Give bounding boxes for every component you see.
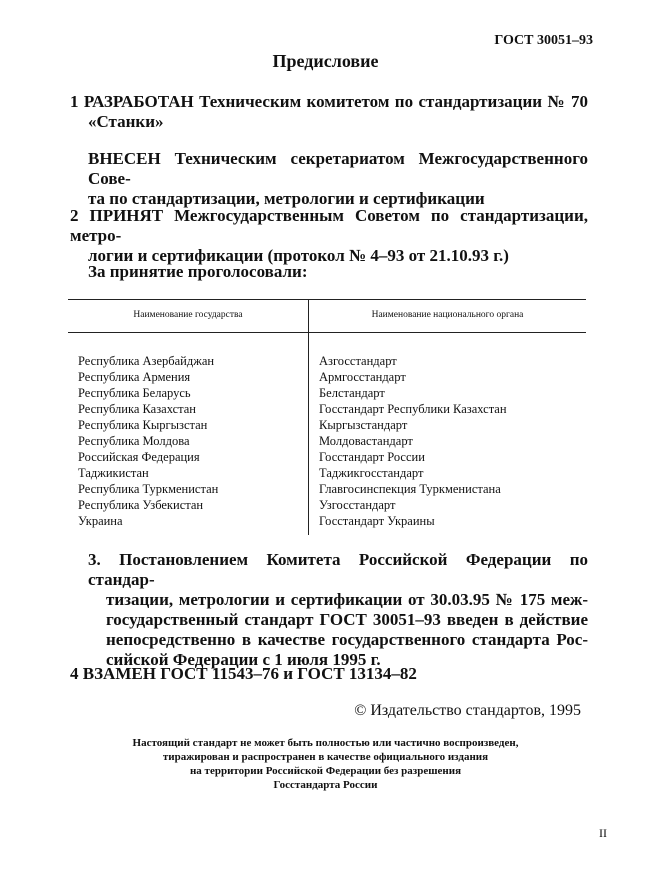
national-body: Азгосстандарт bbox=[319, 354, 397, 368]
state-name: Российская Федерация bbox=[68, 449, 309, 465]
section-1-developed bbox=[70, 92, 588, 132]
section-1-line-2: «Станки» bbox=[88, 112, 164, 131]
section-2-adopted bbox=[70, 206, 588, 266]
voting-table bbox=[68, 299, 586, 535]
table-row bbox=[68, 433, 586, 449]
table-row bbox=[68, 417, 586, 433]
introduced-line-2: та по стандартизации, метрологии и сертификации bbox=[88, 189, 485, 208]
state-name: Республика Туркменистан bbox=[68, 481, 309, 497]
table-row bbox=[68, 513, 586, 535]
reproduction-notice bbox=[0, 736, 651, 792]
state-name: Республика Беларусь bbox=[68, 385, 309, 401]
section-3-line-1: 3. Постановлением Комитета Российской Федерации по стандар- bbox=[88, 550, 588, 589]
section-3-line-2: тизации, метрологии и сертификации от 30.03.95 № 175 меж- bbox=[106, 590, 588, 609]
introduced-paragraph bbox=[88, 149, 588, 209]
section-3-line-5: сийской Федерации с 1 июля 1995 г. bbox=[106, 650, 381, 669]
table-row bbox=[68, 369, 586, 385]
notice-line-4: Госстандарта России bbox=[273, 779, 378, 791]
copyright: © Издательство стандартов, 1995 bbox=[354, 702, 581, 719]
state-name: Украина bbox=[68, 513, 309, 535]
national-body: Таджикгосстандарт bbox=[319, 466, 424, 480]
national-body: Армгосстандарт bbox=[319, 370, 406, 384]
table-row bbox=[68, 465, 586, 481]
section-3-resolution bbox=[88, 550, 588, 670]
state-name: Республика Узбекистан bbox=[68, 497, 309, 513]
state-name: Республика Казахстан bbox=[68, 401, 309, 417]
national-body: Узгосстандарт bbox=[319, 498, 396, 512]
table-header-row bbox=[68, 300, 586, 333]
table-spacer bbox=[68, 333, 309, 354]
column-header-national-body: Наименование национального органа bbox=[309, 300, 587, 333]
state-name: Республика Молдова bbox=[68, 433, 309, 449]
state-name: Республика Кыргызстан bbox=[68, 417, 309, 433]
table-row bbox=[68, 401, 586, 417]
vote-heading: За принятие проголосовали: bbox=[88, 262, 308, 281]
notice-line-2: тиражирован и распространен в качестве официального издания bbox=[162, 751, 489, 763]
national-body: Белстандарт bbox=[319, 386, 385, 400]
section-3-line-4: непосредственно в качестве государственного стандарта Рос- bbox=[106, 630, 588, 649]
national-body: Госстандарт Украины bbox=[319, 514, 435, 528]
national-body: Главгосинспекция Туркменистана bbox=[319, 482, 501, 496]
table-row bbox=[68, 481, 586, 497]
national-body: Кыргызстандарт bbox=[319, 418, 408, 432]
state-name: Республика Армения bbox=[68, 369, 309, 385]
national-body: Госстандарт Республики Казахстан bbox=[319, 402, 507, 416]
state-name: Республика Азербайджан bbox=[68, 353, 309, 369]
national-body: Молдовастандарт bbox=[319, 434, 413, 448]
section-4-replaces: 4 ВЗАМЕН ГОСТ 11543–76 и ГОСТ 13134–82 bbox=[70, 664, 417, 683]
table-row bbox=[68, 497, 586, 513]
section-3-line-3: государственный стандарт ГОСТ 30051–93 введен в действие bbox=[106, 610, 588, 629]
table-spacer bbox=[309, 333, 587, 354]
page-number: II bbox=[599, 826, 607, 840]
table-row bbox=[68, 449, 586, 465]
section-1-line-1: 1 РАЗРАБОТАН Техническим комитетом по стандартизации № 70 bbox=[70, 92, 588, 111]
page-title: Предисловие bbox=[272, 51, 379, 71]
introduced-line-1: ВНЕСЕН Техническим секретариатом Межгосударственного Сове- bbox=[88, 149, 588, 188]
notice-line-1: Настоящий стандарт не может быть полностью или частично воспроизведен, bbox=[132, 737, 519, 749]
state-name: Таджикистан bbox=[68, 465, 309, 481]
section-2-line-2: логии и сертификации (протокол № 4–93 от 21.10.93 г.) bbox=[88, 246, 509, 265]
section-2-line-1: 2 ПРИНЯТ Межгосударственным Советом по стандартизации, метро- bbox=[70, 206, 588, 245]
column-header-state: Наименование государства bbox=[68, 300, 309, 333]
table-row bbox=[68, 353, 586, 369]
table-row bbox=[68, 385, 586, 401]
standard-number: ГОСТ 30051–93 bbox=[494, 33, 593, 48]
notice-line-3: на территории Российской Федерации без разрешения bbox=[189, 765, 462, 777]
national-body: Госстандарт России bbox=[319, 450, 425, 464]
